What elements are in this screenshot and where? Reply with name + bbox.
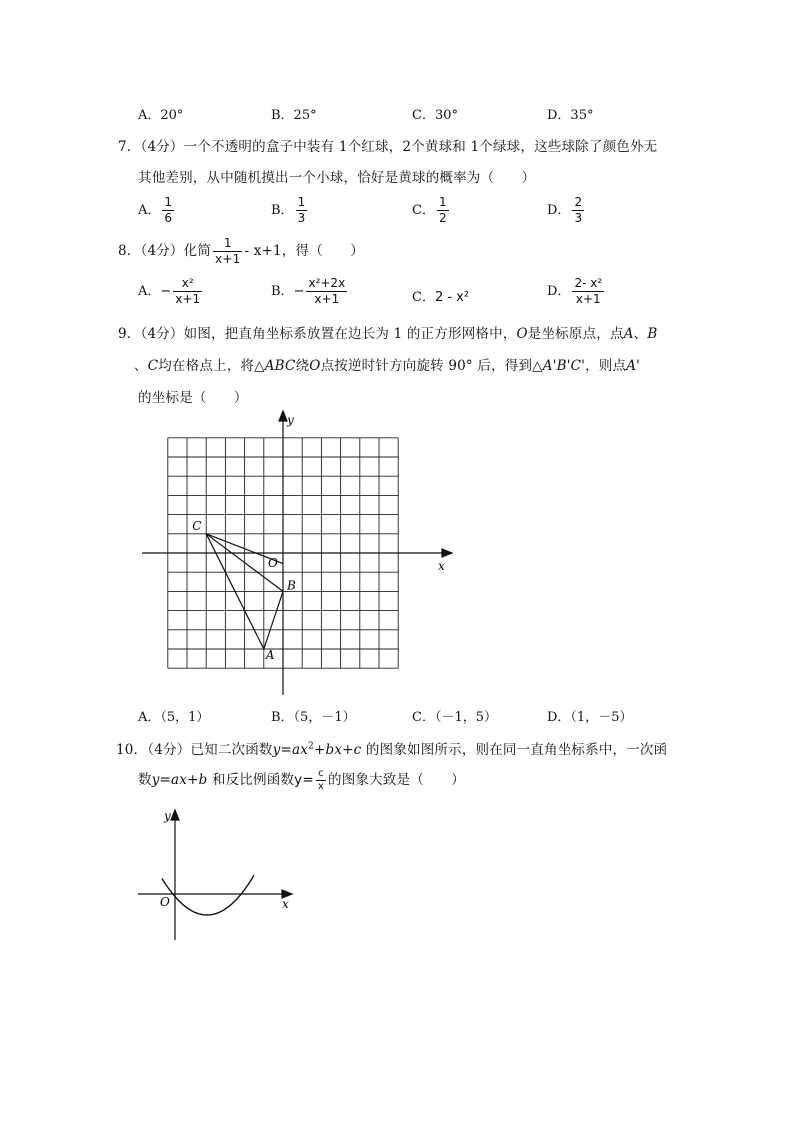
q10-stem-line1 — [116, 738, 667, 758]
q9-stem-line2 — [134, 354, 640, 374]
q8-option-b-fraction — [306, 276, 347, 307]
q8-stem — [118, 236, 364, 267]
q10-l2-num: c — [316, 768, 326, 781]
q8-option-b-num: x²+2x — [308, 276, 346, 290]
q10-l1-d: ax — [291, 742, 309, 758]
q9-l2-a: 、 — [134, 358, 148, 374]
q10-parabola-curve — [162, 875, 254, 915]
q10-l1-g: bx — [325, 742, 343, 758]
q7-option-d-letter: D． — [547, 203, 571, 218]
q10-y-axis-arrow — [171, 810, 179, 820]
q10-origin-label: O — [160, 895, 170, 909]
q10-l1-f: + — [313, 742, 326, 758]
q7-option-c-fraction — [437, 195, 449, 226]
q7-stem-line1: 7．（4分）一个不透明的盒子中装有 1个红球，2个黄球和 1个绿球，这些球除了颜色外无 — [118, 139, 658, 155]
q7-option-c-num: 1 — [438, 195, 447, 209]
q7-option-a-fraction — [162, 195, 174, 226]
q10-l2-i: 的图象大致是（ ） — [328, 772, 465, 788]
q7-option-b-den: 3 — [297, 211, 306, 225]
q9-option-c[interactable]: C．（－1，5） — [412, 710, 497, 725]
q8-option-c-letter: C． — [412, 290, 435, 305]
q9-l2-j: A' — [626, 358, 641, 374]
q10-l2-h: y= — [294, 772, 314, 788]
q7-option-d[interactable] — [547, 195, 586, 226]
q8-option-b[interactable] — [271, 276, 349, 307]
q10-l2-a: 数 — [138, 772, 152, 788]
q9-l1-b: O — [516, 326, 528, 342]
q8-stem-frac-den: x+1 — [215, 252, 241, 266]
q8-option-d-letter: D． — [547, 284, 571, 299]
q7-option-b-letter: B． — [271, 203, 294, 218]
q9-l2-e: 绕 — [295, 358, 310, 374]
q10-l1-a: 10．（4分）已知二次函数 — [116, 742, 273, 758]
q9-l2-i: ，则点 — [585, 358, 627, 374]
q9-y-axis-label: y — [287, 413, 294, 427]
q9-option-b[interactable]: B．（5，－1） — [271, 710, 356, 725]
q10-l1-i: c — [353, 742, 362, 758]
q8-stem-frac-num: 1 — [213, 236, 242, 252]
q7-option-d-num: 2 — [574, 195, 583, 209]
q8-stem-fraction — [213, 236, 242, 267]
q8-option-a-num: x² — [173, 276, 202, 292]
q8-option-a-sign: − — [160, 284, 172, 299]
q10-l2-c: = — [159, 772, 172, 788]
q9-l2-b: C — [147, 358, 159, 374]
q7-option-b-fraction — [296, 195, 308, 226]
q9-l1-d: A — [623, 326, 634, 342]
q8-stem-prefix: 8．（4分）化简 — [118, 243, 212, 259]
q9-option-d[interactable]: D．（1，－5） — [547, 710, 633, 725]
q10-y-axis-label: y — [164, 809, 171, 823]
q10-l1-c: = — [280, 742, 292, 758]
q8-option-d-num: 2- x² — [574, 276, 603, 290]
q9-point-a-label: A — [265, 648, 275, 662]
q8-option-d-den: x+1 — [575, 292, 601, 306]
q9-coordinate-grid-figure — [130, 405, 470, 705]
q6-option-d[interactable]: D．35° — [547, 108, 594, 123]
q9-stem-line3: 的坐标是（ ） — [138, 390, 248, 406]
q8-option-d-fraction — [572, 276, 604, 307]
q10-l2-fraction — [316, 768, 326, 793]
q9-l2-h: A'B'C' — [542, 358, 586, 374]
q9-stem-line1 — [118, 322, 657, 342]
q9-x-axis-arrow — [442, 549, 452, 557]
q9-l1-a: 9．（4分）如图，把直角坐标系放置在边长为 1 的正方形网格中， — [118, 326, 517, 342]
q9-axes — [142, 411, 452, 695]
q6-option-a[interactable]: A．20° — [138, 108, 184, 123]
q8-option-c-text: 2 - x² — [434, 290, 470, 305]
q9-l2-g: 点按逆时针方向旋转 90° 后，得到△ — [320, 358, 543, 374]
q8-option-a-fraction — [173, 276, 202, 307]
q10-l2-e: + — [187, 772, 199, 788]
q8-stem-suffix: - x+1，得（ ） — [244, 243, 365, 259]
q9-l1-e: 、 — [633, 326, 648, 342]
q8-option-c[interactable] — [412, 286, 469, 305]
q7-option-a-letter: A． — [138, 203, 161, 218]
q7-option-d-fraction — [572, 195, 584, 226]
q8-option-a-den: x+1 — [175, 292, 201, 306]
q7-option-b-num: 1 — [297, 195, 306, 209]
q10-l1-j: 的图象如图所示，则在同一直角坐标系中，一次函 — [361, 742, 668, 758]
q10-l2-f: b — [198, 772, 208, 788]
q8-option-b-letter: B． — [271, 284, 294, 299]
q8-option-a[interactable] — [138, 276, 204, 307]
q7-option-c-letter: C． — [412, 203, 435, 218]
q10-l1-h: + — [342, 742, 354, 758]
q9-l2-d: ABC — [264, 358, 296, 374]
q10-l2-d: ax — [171, 772, 188, 788]
q10-l2-b: y — [151, 772, 160, 788]
q7-option-b[interactable] — [271, 195, 309, 226]
q7-option-c[interactable] — [412, 195, 451, 226]
q9-y-axis-arrow — [279, 411, 287, 421]
q8-option-b-sign: − — [293, 284, 305, 299]
q9-x-axis-label: x — [438, 559, 445, 573]
q10-stem-line2 — [138, 768, 465, 793]
q7-option-c-den: 2 — [438, 211, 447, 225]
q8-option-d[interactable] — [547, 276, 606, 307]
q9-origin-label: O — [268, 556, 278, 570]
q7-option-a[interactable] — [138, 195, 176, 226]
q9-point-c-label: C — [192, 518, 202, 533]
q7-option-a-den: 6 — [164, 211, 173, 225]
q10-l1-b: y — [272, 742, 281, 758]
q9-l1-c: 是坐标原点，点 — [527, 326, 624, 342]
q9-l2-c: 均在格点上，将△ — [158, 358, 265, 374]
q9-point-b-label: B — [287, 578, 296, 593]
q10-x-axis-label: x — [282, 897, 289, 911]
q10-l1-e: 2 — [308, 741, 314, 752]
q10-l2-den: x — [317, 781, 324, 792]
q6-option-c[interactable]: C．30° — [412, 108, 458, 123]
q10-l2-g: 和反比例函数 — [207, 772, 295, 788]
q7-option-d-den: 3 — [574, 211, 583, 225]
q9-option-a[interactable]: A．（5，1） — [138, 710, 210, 725]
q6-option-b[interactable]: B．25° — [271, 108, 317, 123]
q10-parabola-figure — [130, 800, 310, 950]
q9-l2-f: O — [309, 358, 321, 374]
q9-l1-f: B — [647, 326, 658, 342]
q8-option-b-den: x+1 — [314, 292, 340, 306]
q7-option-a-num: 1 — [164, 195, 173, 209]
q7-stem-line2: 其他差别，从中随机摸出一个小球，恰好是黄球的概率为（ ） — [138, 170, 536, 186]
q8-option-a-letter: A． — [138, 284, 161, 299]
